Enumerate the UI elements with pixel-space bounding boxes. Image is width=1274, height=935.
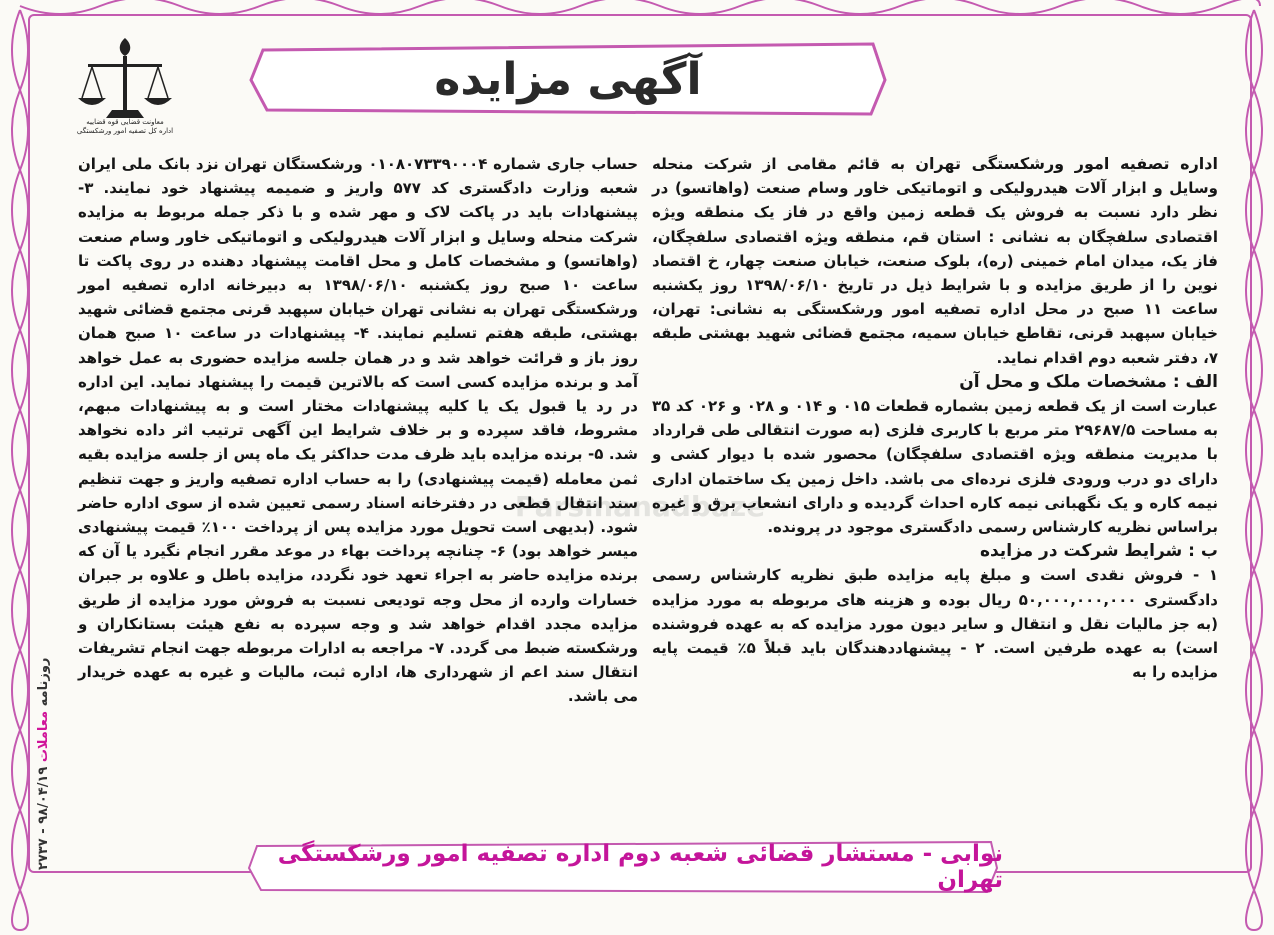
intro-paragraph	[652, 152, 1218, 370]
newspaper-label: روزنامه	[36, 657, 51, 707]
notice-title: آگهی مزایده	[434, 53, 702, 105]
signature-line: نوابی - مستشار قضائی شعبه دوم اداره تصفیه امور ورشکستگی تهران	[277, 841, 1003, 893]
watermark-text: Parsmanadbaze	[514, 490, 766, 523]
newspaper-brand: معاملات	[36, 710, 51, 763]
section-a-body: عبارت است از یک قطعه زمین بشماره قطعات ۰۱۵ و ۰۱۴ و ۰۲۸ و ۰۲۶ کد ۳۵ به مساحت ۲۹۶۸۷/۵ متر مربع با کاربری فلزی (به صورت انتقالی طی قرارداد با مدیریت منطقه ویژه اقتصادی سلفچگان) محصور شده با دیوار کشی و دارای دو درب ورودی فلزی نرده‌ای می باشد. داخل زمین یک ساختمان اداری نیمه کاره و یک نگهبانی نیمه کاره احداث گردیده و دارای انشعاب برق و غیره براساس نظریه کارشناس رسمی دادگستری موجود در پرونده.	[652, 397, 1219, 537]
left-column	[78, 152, 638, 709]
right-column	[652, 152, 1218, 684]
intro-body: به قائم مقامی از شرکت منحله وسایل و ابزار آلات هیدرولیکی و اتوماتیکی خاور وسام صنعت (واهاتسو) در نظر دارد نسبت به فروش یک قطعه زمین واقع در فاز یک منطقه ویژه اقتصادی سلفچگان به نشانی : استان قم، منطقه ویژه اقتصادی سلفچگان، فاز یک، میدان امام خمینی (ره)، بلوک صنعت، خیابان صنعت چهار، خ اقتصاد نوین را از طریق مزایده و با شرایط ذیل در تاریخ ۱۳۹۸/۰۶/۱۰ روز یکشنبه ساعت ۱۱ صبح در محل اداره تصفیه امور ورشکستگی به نشانی: تهران، خیابان سپهبد قرنی، تقاطع خیابان سمیه، مجتمع قضائی شهید بهشتی طبقه ۷، دفتر شعبه دوم اقدام نماید.	[652, 155, 1218, 367]
issue-info: ۹۸/۰۴/۱۹ - ۲۷۳۷	[36, 766, 51, 870]
section-b-body: ۱ - فروش نقدی است و مبلغ پایه مزایده طبق نظریه کارشناس رسمی دادگستری ۵۰,۰۰۰,۰۰۰,۰۰۰ ریال بوده و هزینه های مربوطه به مورد مزایده (به جز مالیات نقل و انتقال و سایر دیون مورد مزایده که به عهده فروشنده است) به عهده طرفین است. ۲ - پیشنهاددهندگان باید قبلاً ۵٪ قیمت پایه مزایده را به	[652, 566, 1218, 682]
intro-lead: اداره تصفیه امور ورشکستگی تهران	[915, 154, 1218, 173]
section-b-heading: ب : شرایط شرکت در مزایده	[979, 541, 1218, 562]
section-a-heading: الف : مشخصات ملک و محل آن	[959, 371, 1218, 392]
newspaper-sidebar	[36, 658, 51, 870]
emblem-caption: معاونت قضایی قوه قضاییه اداره کل تصفیه امور ورشکستگی	[76, 118, 174, 135]
conditions-continued: حساب جاری شماره ۰۱۰۸۰۷۳۳۹۰۰۰۴ ورشکستگان تهران نزد بانک ملی ایران شعبه وزارت دادگستری کد ۵۷۷ واریز و ضمیمه پیشنهاد خود نمایند. ۳- پیشنهادات باید در پاکت لاک و مهر شده و با ذکر جمله مربوط به مزایده شرکت منحله وسایل و ابزار آلات هیدرولیکی و اتوماتیکی خاور وسام صنعت (واهاتسو) و مشخصات کامل و محل اقامت پیشنهاد دهنده در روی پاکت تا ساعت ۱۰ صبح روز یکشنبه ۱۳۹۸/۰۶/۱۰ به دبیرخانه اداره تصفیه امور ورشکستگی تهران به نشانی تهران خیابان سپهبد قرنی مجتمع قضائی شهید بهشتی، طبقه هفتم تسلیم نمایند. ۴- پیشنهادات در ساعت ۱۰ صبح همان روز باز و قرائت خواهد شد و در همان جلسه مزایده حضوری به عمل خواهد آمد و برنده مزایده کسی است که بالاترین قیمت را پیشنهاد نماید. این اداره در رد یا قبول یک یا کلیه پیشنهادات مختار است و به پیشنهادات مبهم، مشروط، فاقد سپرده و بر خلاف شرایط این آگهی ترتیب اثر داده نخواهد شد. ۵- برنده مزایده باید ظرف مدت حداکثر یک ماه پس از جلسه مزایده بقیه ثمن معامله (قیمت پیشنهادی) را به حساب اداره تصفیه واریز و جهت تنظیم سند انتقال قطعی در دفترخانه اسناد رسمی تعیین شده از سوی اداره حاضر شود. (بدیهی است تحویل مورد مزایده پس از پرداخت ۱۰۰٪ قیمت پیشنهادی میسر خواهد بود) ۶- چنانچه پرداخت بهاء در موعد مقرر انجام نگیرد یا آن که برنده مزایده حاضر به اجراء تعهد خود نگردد، مزایده باطل و علاوه بر جبران خسارات وارده از محل وجه تودیعی نسبت به فروش مورد مزایده از طریق مزایده مجدد اقدام خواهد شد و وجه سپرده به نفع هیئت بستانکاران و ورشکسته ضبط می گردد. ۷- مراجعه به ادارات مربوطه جهت انجام تشریفات انتقال سند اعم از شهرداری ها، اداره ثبت، مالیات و غیره به عهده خریدار می باشد.	[78, 155, 639, 706]
